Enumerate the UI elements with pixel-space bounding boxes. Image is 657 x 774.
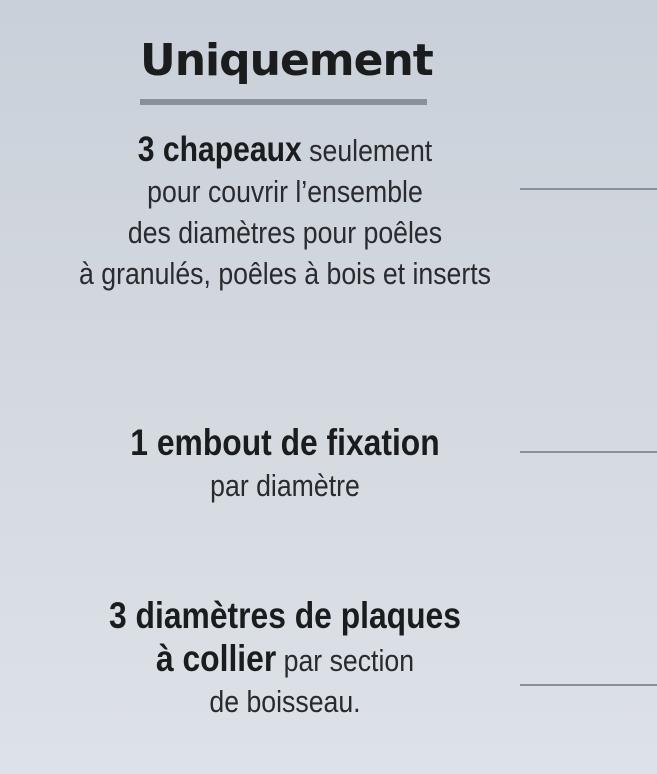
title-underline [140,99,427,105]
feature-3-line-3: de boisseau. [209,684,361,719]
connector-line-2 [520,451,657,453]
feature-2-line-2: par diamètre [210,468,360,503]
feature-3-bold-1: 3 diamètres de plaques [109,595,461,636]
feature-1-rest: seulement [301,133,433,168]
feature-1-bold: 3 chapeaux [137,130,302,169]
feature-block-chapeaux [0,129,570,294]
feature-3-line-1 [40,595,530,638]
feature-2-line-1 [40,422,530,465]
feature-block-embout [0,422,570,506]
feature-3-line-2 [40,638,530,681]
feature-3-rest: par section [276,643,415,678]
connector-line-1 [520,188,657,190]
feature-1-line-3: des diamètres pour poêles [127,215,443,250]
feature-1-line-2: pour couvrir l’ensemble [147,174,423,209]
feature-2-bold: 1 embout de fixation [130,422,440,463]
connector-line-3 [520,684,657,686]
page-title: Uniquement [140,35,433,86]
feature-1-line-4: à granulés, poêles à bois et inserts [79,256,491,291]
feature-1-line-1 [40,129,530,171]
feature-block-plaques [0,595,570,722]
feature-3-bold-2: à collier [155,638,277,679]
